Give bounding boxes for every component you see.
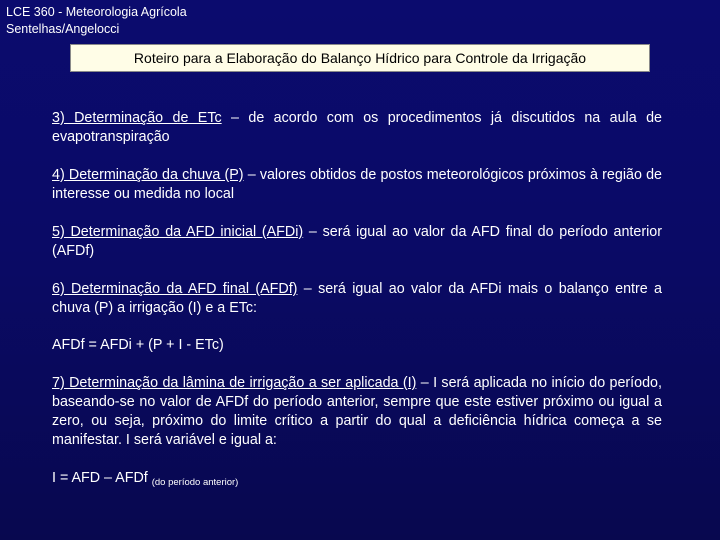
step-6-paragraph [52, 280, 662, 318]
step-6-text: – será igual ao valor da AFDi mais o balanço entre a chuva (P) a irrigação (I) e a ETc: [52, 281, 662, 316]
step-4-text: – valores obtidos de postos meteorológicos próximos à região de interesse ou medida no local [52, 167, 662, 202]
slide-content [52, 109, 662, 511]
irrigation-formula [52, 469, 662, 492]
course-title: LCE 360 - Meteorologia Agrícola [6, 5, 187, 19]
step-5-paragraph [52, 223, 662, 261]
afdf-equation-text: AFDf = AFDi + (P + I - ETc) [52, 337, 224, 353]
irrigation-formula-subscript: (do período anterior) [151, 477, 239, 488]
step-3-heading: 3) Determinação de ETc [52, 110, 222, 126]
step-7-paragraph [52, 374, 662, 450]
step-4-heading: 4) Determinação da chuva (P) [52, 167, 244, 183]
slide-title: Roteiro para a Elaboração do Balanço Hídrico para Controle da Irrigação [70, 44, 650, 72]
step-6-heading: 6) Determinação da AFD final (AFDf) [52, 281, 298, 297]
afdf-equation [52, 336, 662, 355]
step-4-paragraph [52, 166, 662, 204]
step-7-text: – I será aplicada no início do período, baseando-se no valor de AFDf do período anterior, sempre que este estiver próximo ou igual a zero, ou seja, próximo do limite crítico a partir do qual a deficiência hídrica começa a se manifestar. I será variável e igual a: [52, 375, 662, 448]
step-3-paragraph [52, 109, 662, 147]
step-5-heading: 5) Determinação da AFD inicial (AFDi) [52, 224, 304, 240]
step-7-heading: 7) Determinação da lâmina de irrigação a ser aplicada (I) [52, 375, 417, 391]
step-5-text: – será igual ao valor da AFD final do período anterior (AFDf) [52, 224, 663, 259]
irrigation-formula-main: I = AFD – AFDf [52, 470, 152, 486]
course-header [6, 4, 187, 38]
course-authors: Sentelhas/Angelocci [6, 22, 120, 36]
step-3-text: – de acordo com os procedimentos já discutidos na aula de evapotranspiração [52, 110, 662, 145]
